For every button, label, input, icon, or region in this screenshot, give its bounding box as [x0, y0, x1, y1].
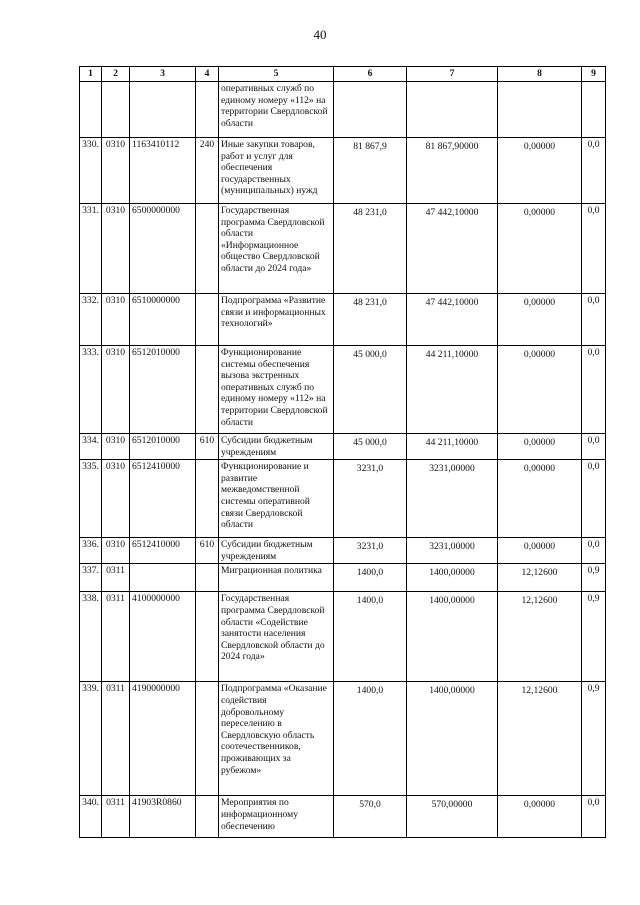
column-header-9: 9: [582, 67, 606, 82]
item-name: Субсидии бюджетным учреждениям: [219, 538, 334, 564]
item-name: Мероприятия по информационному обеспечению: [219, 796, 334, 838]
executed-amount: 570,00000: [407, 796, 498, 838]
item-name: Государственная программа Свердловской области «Содействие занятости населения Свердловской области до 2024 года»: [219, 592, 334, 682]
table-header-row: [80, 67, 606, 82]
column-header-1: 1: [80, 67, 102, 82]
approved-amount: 48 231,0: [334, 204, 407, 294]
item-name: Государственная программа Свердловской области «Информационное общество Свердловской области до 2024 года»: [219, 204, 334, 294]
percent-col-9: 0,0: [582, 204, 606, 294]
row-number: 333.: [80, 346, 102, 434]
percent-col-9: 0,0: [582, 434, 606, 460]
approved-amount: 45 000,0: [334, 434, 407, 460]
expense-type-code: [196, 682, 219, 796]
column-header-2: 2: [102, 67, 130, 82]
row-number: 336.: [80, 538, 102, 564]
section-code: 0310: [102, 138, 130, 204]
executed-amount: 44 211,10000: [407, 346, 498, 434]
section-code: 0310: [102, 204, 130, 294]
approved-amount: 48 231,0: [334, 294, 407, 346]
amount-col-8: 0,00000: [498, 346, 582, 434]
target-article-code: 6512010000: [130, 346, 196, 434]
row-number: 334.: [80, 434, 102, 460]
amount-col-8: [498, 82, 582, 138]
section-code: [102, 82, 130, 138]
amount-col-8: 12,12600: [498, 592, 582, 682]
table-row: [80, 204, 606, 294]
column-header-4: 4: [196, 67, 219, 82]
percent-col-9: 0,0: [582, 538, 606, 564]
table-row: [80, 460, 606, 538]
section-code: 0310: [102, 294, 130, 346]
executed-amount: 1400,00000: [407, 564, 498, 592]
item-name: оперативных служб по единому номеру «112» на территории Свердловской области: [219, 82, 334, 138]
row-number: 332.: [80, 294, 102, 346]
expense-type-code: 240: [196, 138, 219, 204]
executed-amount: 47 442,10000: [407, 294, 498, 346]
percent-col-9: 0,9: [582, 682, 606, 796]
expense-type-code: [196, 82, 219, 138]
target-article-code: 6510000000: [130, 294, 196, 346]
target-article-code: 4190000000: [130, 682, 196, 796]
target-article-code: 6500000000: [130, 204, 196, 294]
table-row: [80, 564, 606, 592]
target-article-code: 6512410000: [130, 538, 196, 564]
amount-col-8: 0,00000: [498, 138, 582, 204]
target-article-code: [130, 82, 196, 138]
percent-col-9: 0,0: [582, 294, 606, 346]
item-name: Функционирование системы обеспечения вызова экстренных оперативных служб по единому номеру «112» на территории Свердловской области: [219, 346, 334, 434]
percent-col-9: 0,0: [582, 460, 606, 538]
section-code: 0311: [102, 682, 130, 796]
column-header-5: 5: [219, 67, 334, 82]
column-header-8: 8: [498, 67, 582, 82]
row-number: 337.: [80, 564, 102, 592]
executed-amount: 1400,00000: [407, 682, 498, 796]
section-code: 0310: [102, 538, 130, 564]
table-row: [80, 592, 606, 682]
table-row: [80, 682, 606, 796]
approved-amount: 81 867,9: [334, 138, 407, 204]
row-number: 340.: [80, 796, 102, 838]
percent-col-9: 0,0: [582, 346, 606, 434]
table-row: [80, 538, 606, 564]
row-number: 338.: [80, 592, 102, 682]
item-name: Субсидии бюджетным учреждениям: [219, 434, 334, 460]
expense-type-code: [196, 592, 219, 682]
percent-col-9: 0,9: [582, 592, 606, 682]
amount-col-8: 0,00000: [498, 434, 582, 460]
row-number: 330.: [80, 138, 102, 204]
target-article-code: 41903R0860: [130, 796, 196, 838]
executed-amount: 81 867,90000: [407, 138, 498, 204]
expense-type-code: [196, 346, 219, 434]
table-row: [80, 82, 606, 138]
row-number: 339.: [80, 682, 102, 796]
expense-type-code: 610: [196, 538, 219, 564]
row-number: [80, 82, 102, 138]
expense-type-code: [196, 564, 219, 592]
page-number: 40: [313, 27, 327, 42]
table-row: [80, 346, 606, 434]
approved-amount: 3231,0: [334, 460, 407, 538]
expense-type-code: 610: [196, 434, 219, 460]
column-header-6: 6: [334, 67, 407, 82]
executed-amount: 44 211,10000: [407, 434, 498, 460]
approved-amount: 1400,0: [334, 682, 407, 796]
approved-amount: 1400,0: [334, 564, 407, 592]
percent-col-9: 0,0: [582, 138, 606, 204]
expense-type-code: [196, 796, 219, 838]
expense-type-code: [196, 294, 219, 346]
percent-col-9: 0,9: [582, 564, 606, 592]
executed-amount: [407, 82, 498, 138]
section-code: 0311: [102, 796, 130, 838]
approved-amount: 1400,0: [334, 592, 407, 682]
row-number: 331.: [80, 204, 102, 294]
table-row: [80, 796, 606, 838]
amount-col-8: 0,00000: [498, 204, 582, 294]
amount-col-8: 0,00000: [498, 538, 582, 564]
expense-type-code: [196, 204, 219, 294]
amount-col-8: 12,12600: [498, 564, 582, 592]
executed-amount: 1400,00000: [407, 592, 498, 682]
item-name: Функционирование и развитие межведомственной системы оперативной связи Свердловской области: [219, 460, 334, 538]
section-code: 0310: [102, 346, 130, 434]
amount-col-8: 12,12600: [498, 682, 582, 796]
executed-amount: 3231,00000: [407, 538, 498, 564]
executed-amount: 47 442,10000: [407, 204, 498, 294]
percent-col-9: 0,0: [582, 796, 606, 838]
target-article-code: 4100000000: [130, 592, 196, 682]
item-name: Иные закупки товаров, работ и услуг для обеспечения государственных (муниципальных) нужд: [219, 138, 334, 204]
amount-col-8: 0,00000: [498, 294, 582, 346]
table-row: [80, 294, 606, 346]
item-name: Подпрограмма «Оказание содействия добровольному переселению в Свердловскую область соотечественников, проживающих за рубежом»: [219, 682, 334, 796]
target-article-code: 6512410000: [130, 460, 196, 538]
row-number: 335.: [80, 460, 102, 538]
target-article-code: 1163410112: [130, 138, 196, 204]
amount-col-8: 0,00000: [498, 460, 582, 538]
section-code: 0310: [102, 460, 130, 538]
expense-type-code: [196, 460, 219, 538]
table-row: [80, 434, 606, 460]
executed-amount: 3231,00000: [407, 460, 498, 538]
table-row: [80, 138, 606, 204]
section-code: 0311: [102, 564, 130, 592]
item-name: Подпрограмма «Развитие связи и информационных технологий»: [219, 294, 334, 346]
approved-amount: 45 000,0: [334, 346, 407, 434]
column-header-3: 3: [130, 67, 196, 82]
approved-amount: 3231,0: [334, 538, 407, 564]
approved-amount: 570,0: [334, 796, 407, 838]
table-body: [80, 82, 606, 838]
target-article-code: [130, 564, 196, 592]
percent-col-9: [582, 82, 606, 138]
approved-amount: [334, 82, 407, 138]
amount-col-8: 0,00000: [498, 796, 582, 838]
section-code: 0310: [102, 434, 130, 460]
budget-table: [79, 66, 606, 838]
target-article-code: 6512010000: [130, 434, 196, 460]
item-name: Миграционная политика: [219, 564, 334, 592]
column-header-7: 7: [407, 67, 498, 82]
section-code: 0311: [102, 592, 130, 682]
